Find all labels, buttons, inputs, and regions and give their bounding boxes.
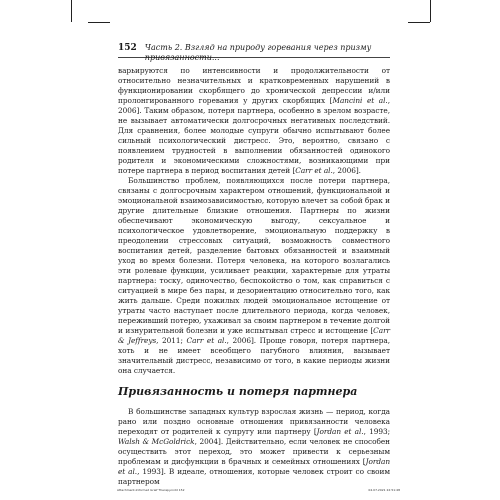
- text-run: , 2006]. Проще говоря, потеря партнера, хоть и не имеет всеобщего пагубного влияния, вызывает значительный дистресс, независимо от того, в какие периоды жизни она случается.: [118, 336, 390, 375]
- text-run: , 1993;: [363, 427, 391, 436]
- citation-author: Walsh & McGoldrick: [118, 437, 195, 446]
- slug-timestamp: 04.07.2021 22:51:48: [368, 488, 400, 492]
- slug-filename: Attachment-Informed Grief Therapy.indd 152: [117, 488, 185, 492]
- text-run: , 2004]. Действительно, если человек не способен осуществить этот переход, это может привести к серьезным проблемам и дисфункции в брачных и семейных отношениях [: [118, 437, 390, 466]
- citation-author: Carr & Jeffreys: [118, 326, 390, 345]
- citation-author: Carr et al.: [295, 166, 333, 175]
- text-run: , 1993]. В идеале, отношения, которые человек строит со своим партнером: [118, 467, 390, 486]
- text-run: Большинство проблем, появляющихся после потери партнера, связаны с долгосрочным характером отношений, функциональной и эмоциональной взаимозависимостью, которую влечет за собой брак и другие длительные близкие отношения. Партнеры по жизни обеспечивают экономическую выгоду, сексуальное и психологическое удовлетворение, эмоциональную поддержку в преодолении стрессовых ситуаций, возможность совместного воспитания детей, разделение бытовых обязанностей и взаимный уход во время болезни. Потеря человека, на которого возлагались эти ролевые функции, усиливает реакции, характерные для утраты партнера: тоску, одиночество, беспокойство о том, как справиться с ситуацией в мире без пары, и дезориентацию относительно того, как жить дальше. Среди пожилых людей эмоциональное истощение от утраты часто наступает после длительного периода, когда человек, переживший потерю, ухаживал за своим партнером в течение долгой и изнурительной болезни и уже испытывал стресс и истощение [: [118, 176, 390, 335]
- paragraph: [118, 407, 390, 487]
- citation-author: Mancini et al.: [332, 96, 388, 105]
- running-header: [118, 43, 390, 62]
- book-page: [118, 43, 390, 487]
- print-slug: [117, 488, 400, 492]
- running-title: Часть 2. Взгляд на природу горевания через призму привязанности...: [144, 43, 372, 62]
- section-heading: Привязанность и потеря партнера: [118, 385, 358, 398]
- paragraph: [118, 66, 390, 176]
- citation-author: Carr et al.: [186, 336, 227, 345]
- text-run: варьируются по интенсивности и продолжительности от относительно незначительных и кратковременных нарушений в функционировании скорбящего до хронической депрессии и/или пролонгированного горевания у других скорбящих [: [118, 66, 390, 105]
- citation-author: Jordan et al.: [118, 457, 390, 476]
- text-run: , 2006].: [332, 166, 361, 175]
- text-run: , 2011;: [156, 336, 187, 345]
- crop-mark: [430, 0, 431, 22]
- crop-mark: [71, 0, 72, 22]
- crop-mark: [408, 22, 430, 23]
- text-run: , 2006]. Таким образом, потеря партнера, особенно в зрелом возрасте, не вызывает автоматически долгосрочных негативных последствий. Для сравнения, более молодые супруги обычно испытывают более сильный психологический дистресс. Это, вероятно, связано с появлением трудностей в выполнении обязанностей одинокого родителя и экономическими сложностями, возникающими при потере партнера в период воспитания детей [: [118, 96, 390, 175]
- page-number: 152: [118, 43, 137, 53]
- citation-author: Jordan et al.: [316, 427, 364, 436]
- crop-mark: [88, 22, 110, 23]
- paragraph: [118, 176, 390, 376]
- text-run: В большинстве западных культур взрослая жизнь — период, когда рано или поздно основные отношения привязанности человека переходят от родителей к супругу или партнеру [: [118, 407, 390, 436]
- body-text: [118, 66, 390, 487]
